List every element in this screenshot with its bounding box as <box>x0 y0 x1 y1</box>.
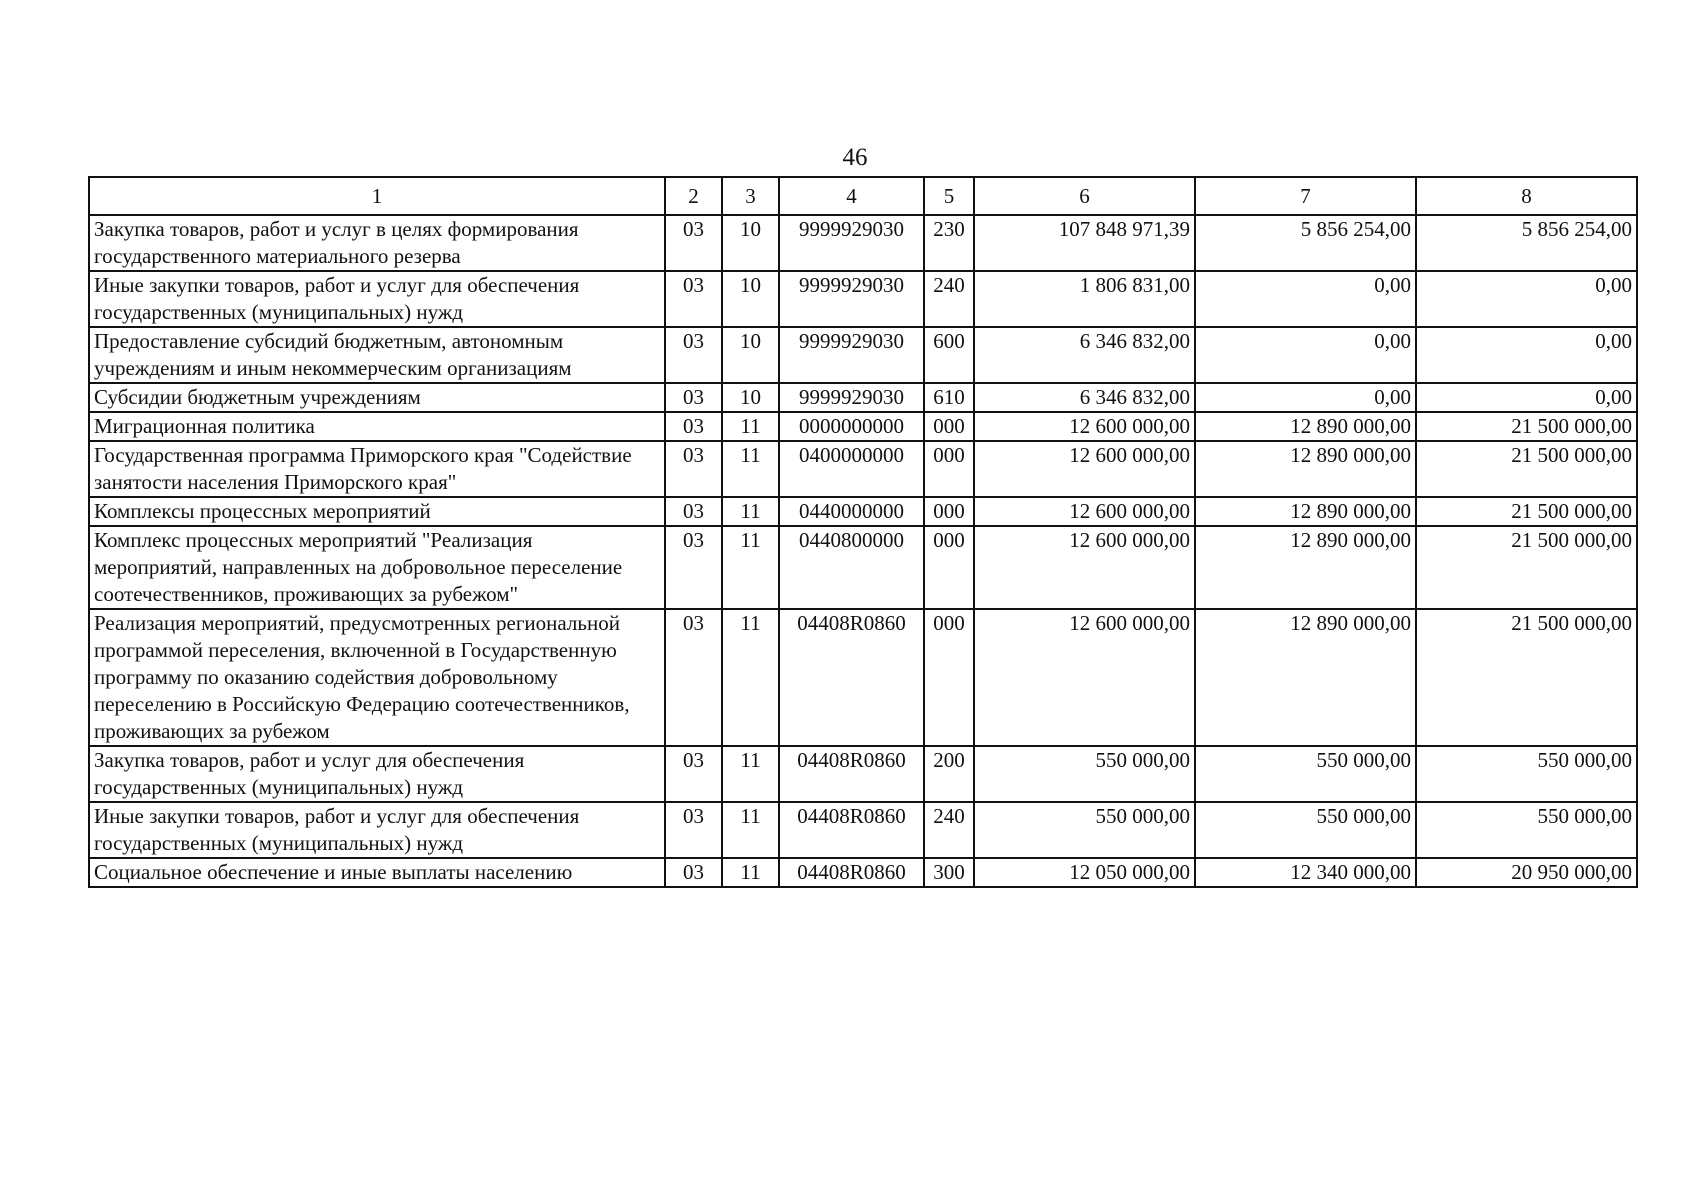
target-code: 9999929030 <box>779 383 924 412</box>
table-row <box>89 412 1637 441</box>
row-name: Закупка товаров, работ и услуг в целях формирования государственного материального резерва <box>89 215 665 271</box>
amount-col8: 21 500 000,00 <box>1416 497 1637 526</box>
target-code: 0440800000 <box>779 526 924 609</box>
amount-col6: 1 806 831,00 <box>974 271 1195 327</box>
row-name: Иные закупки товаров, работ и услуг для обеспечения государственных (муниципальных) нужд <box>89 271 665 327</box>
expense-type-code: 000 <box>924 609 974 746</box>
expense-type-code: 000 <box>924 412 974 441</box>
expense-type-code: 230 <box>924 215 974 271</box>
amount-col7: 12 890 000,00 <box>1195 497 1416 526</box>
column-header: 8 <box>1416 177 1637 215</box>
section-code: 03 <box>665 215 722 271</box>
row-name: Социальное обеспечение и иные выплаты населению <box>89 858 665 887</box>
subsection-code: 11 <box>722 746 779 802</box>
amount-col7: 0,00 <box>1195 383 1416 412</box>
amount-col8: 21 500 000,00 <box>1416 441 1637 497</box>
expense-type-code: 200 <box>924 746 974 802</box>
column-header: 6 <box>974 177 1195 215</box>
amount-col8: 5 856 254,00 <box>1416 215 1637 271</box>
amount-col6: 550 000,00 <box>974 802 1195 858</box>
amount-col6: 12 600 000,00 <box>974 441 1195 497</box>
amount-col7: 0,00 <box>1195 271 1416 327</box>
target-code: 04408R0860 <box>779 746 924 802</box>
section-code: 03 <box>665 746 722 802</box>
section-code: 03 <box>665 858 722 887</box>
page-number: 46 <box>842 144 868 171</box>
target-code: 04408R0860 <box>779 609 924 746</box>
column-header: 5 <box>924 177 974 215</box>
subsection-code: 10 <box>722 327 779 383</box>
section-code: 03 <box>665 609 722 746</box>
table-row <box>89 215 1637 271</box>
section-code: 03 <box>665 383 722 412</box>
row-name: Иные закупки товаров, работ и услуг для обеспечения государственных (муниципальных) нужд <box>89 802 665 858</box>
table-row <box>89 327 1637 383</box>
target-code: 9999929030 <box>779 215 924 271</box>
amount-col7: 12 890 000,00 <box>1195 609 1416 746</box>
amount-col7: 12 340 000,00 <box>1195 858 1416 887</box>
amount-col6: 12 600 000,00 <box>974 609 1195 746</box>
section-code: 03 <box>665 412 722 441</box>
amount-col8: 0,00 <box>1416 271 1637 327</box>
table-row <box>89 802 1637 858</box>
subsection-code: 10 <box>722 271 779 327</box>
table-row <box>89 858 1637 887</box>
amount-col8: 0,00 <box>1416 327 1637 383</box>
target-code: 0000000000 <box>779 412 924 441</box>
subsection-code: 11 <box>722 412 779 441</box>
amount-col6: 12 600 000,00 <box>974 526 1195 609</box>
target-code: 04408R0860 <box>779 802 924 858</box>
subsection-code: 11 <box>722 441 779 497</box>
row-name: Предоставление субсидий бюджетным, автономным учреждениям и иным некоммерческим организациям <box>89 327 665 383</box>
section-code: 03 <box>665 526 722 609</box>
table-row <box>89 271 1637 327</box>
expense-type-code: 600 <box>924 327 974 383</box>
section-code: 03 <box>665 497 722 526</box>
row-name: Государственная программа Приморского края "Содействие занятости населения Приморского края" <box>89 441 665 497</box>
subsection-code: 10 <box>722 215 779 271</box>
expense-type-code: 000 <box>924 441 974 497</box>
column-header: 4 <box>779 177 924 215</box>
section-code: 03 <box>665 327 722 383</box>
amount-col7: 12 890 000,00 <box>1195 441 1416 497</box>
target-code: 04408R0860 <box>779 858 924 887</box>
expense-type-code: 000 <box>924 526 974 609</box>
row-name: Комплексы процессных мероприятий <box>89 497 665 526</box>
amount-col6: 12 600 000,00 <box>974 412 1195 441</box>
row-name: Субсидии бюджетным учреждениям <box>89 383 665 412</box>
row-name: Реализация мероприятий, предусмотренных региональной программой переселения, включенной в Государственную программу по оказанию содействия добровольному переселению в Российскую Федерацию соотечественников, проживающих за рубежом <box>89 609 665 746</box>
expense-type-code: 240 <box>924 271 974 327</box>
amount-col7: 12 890 000,00 <box>1195 526 1416 609</box>
column-header: 7 <box>1195 177 1416 215</box>
expense-type-code: 300 <box>924 858 974 887</box>
budget-table <box>88 176 1638 888</box>
section-code: 03 <box>665 441 722 497</box>
amount-col6: 550 000,00 <box>974 746 1195 802</box>
subsection-code: 11 <box>722 526 779 609</box>
amount-col6: 6 346 832,00 <box>974 383 1195 412</box>
row-name: Закупка товаров, работ и услуг для обеспечения государственных (муниципальных) нужд <box>89 746 665 802</box>
subsection-code: 11 <box>722 802 779 858</box>
subsection-code: 11 <box>722 858 779 887</box>
table-row <box>89 746 1637 802</box>
amount-col7: 0,00 <box>1195 327 1416 383</box>
amount-col8: 21 500 000,00 <box>1416 526 1637 609</box>
subsection-code: 11 <box>722 609 779 746</box>
subsection-code: 11 <box>722 497 779 526</box>
amount-col8: 21 500 000,00 <box>1416 609 1637 746</box>
table-row <box>89 609 1637 746</box>
target-code: 0440000000 <box>779 497 924 526</box>
column-header: 2 <box>665 177 722 215</box>
amount-col6: 12 600 000,00 <box>974 497 1195 526</box>
column-header: 3 <box>722 177 779 215</box>
table-row <box>89 497 1637 526</box>
table-row <box>89 441 1637 497</box>
section-code: 03 <box>665 802 722 858</box>
amount-col7: 550 000,00 <box>1195 802 1416 858</box>
table-row <box>89 526 1637 609</box>
amount-col8: 20 950 000,00 <box>1416 858 1637 887</box>
target-code: 0400000000 <box>779 441 924 497</box>
amount-col6: 107 848 971,39 <box>974 215 1195 271</box>
amount-col7: 550 000,00 <box>1195 746 1416 802</box>
table-row <box>89 383 1637 412</box>
amount-col6: 12 050 000,00 <box>974 858 1195 887</box>
column-header: 1 <box>89 177 665 215</box>
target-code: 9999929030 <box>779 327 924 383</box>
expense-type-code: 240 <box>924 802 974 858</box>
amount-col8: 0,00 <box>1416 383 1637 412</box>
target-code: 9999929030 <box>779 271 924 327</box>
row-name: Комплекс процессных мероприятий "Реализация мероприятий, направленных на добровольное переселение соотечественников, проживающих за рубежом" <box>89 526 665 609</box>
amount-col7: 12 890 000,00 <box>1195 412 1416 441</box>
amount-col8: 550 000,00 <box>1416 802 1637 858</box>
amount-col6: 6 346 832,00 <box>974 327 1195 383</box>
section-code: 03 <box>665 271 722 327</box>
amount-col8: 21 500 000,00 <box>1416 412 1637 441</box>
expense-type-code: 610 <box>924 383 974 412</box>
amount-col8: 550 000,00 <box>1416 746 1637 802</box>
subsection-code: 10 <box>722 383 779 412</box>
expense-type-code: 000 <box>924 497 974 526</box>
amount-col7: 5 856 254,00 <box>1195 215 1416 271</box>
row-name: Миграционная политика <box>89 412 665 441</box>
header-row <box>89 177 1637 215</box>
